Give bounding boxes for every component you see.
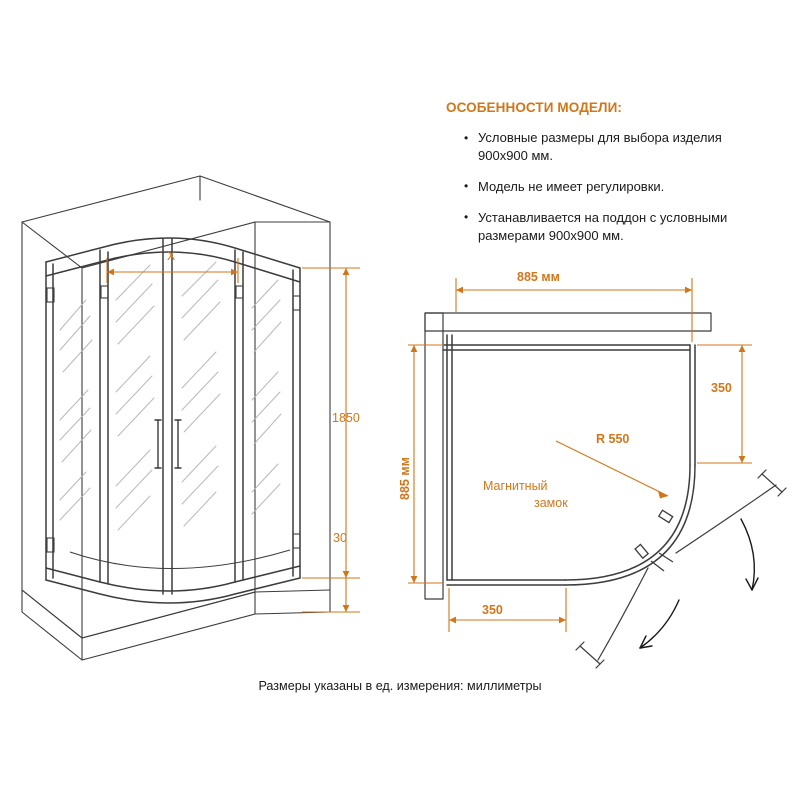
right-depth-label: 350 (711, 381, 732, 395)
magnetic-lock-label-line2: замок (534, 496, 568, 510)
top-width-label: 885 мм (517, 270, 560, 284)
list-item-label: Устанавливается на поддон с условными размерами 900x900 мм. (478, 209, 728, 243)
units-caption: Размеры указаны в ед. измерения: миллиметры (258, 679, 542, 693)
front-base-label: 30 (333, 531, 347, 545)
bullet-icon: • (464, 179, 469, 194)
features-title: ОСОБЕННОСТИ МОДЕЛИ: (446, 100, 622, 115)
features-panel (446, 100, 756, 258)
radius-label: R 550 (596, 432, 630, 446)
list-item-label: Условные размеры для выбора изделия 900x900 мм. (478, 130, 722, 163)
left-height-label: 885 мм (398, 457, 412, 500)
list-item-label: Модель не имеет регулировки. (478, 178, 665, 194)
bottom-width-label: 350 (482, 603, 503, 617)
features-list (446, 129, 756, 245)
list-item (464, 209, 756, 245)
front-height-label: 1850 (332, 411, 360, 425)
bullet-icon: • (464, 130, 469, 145)
list-item (464, 178, 756, 196)
front-width-label: X (167, 249, 176, 263)
bullet-icon: • (464, 210, 469, 225)
list-item (464, 129, 756, 165)
magnetic-lock-label-line1: Магнитный (483, 479, 548, 493)
